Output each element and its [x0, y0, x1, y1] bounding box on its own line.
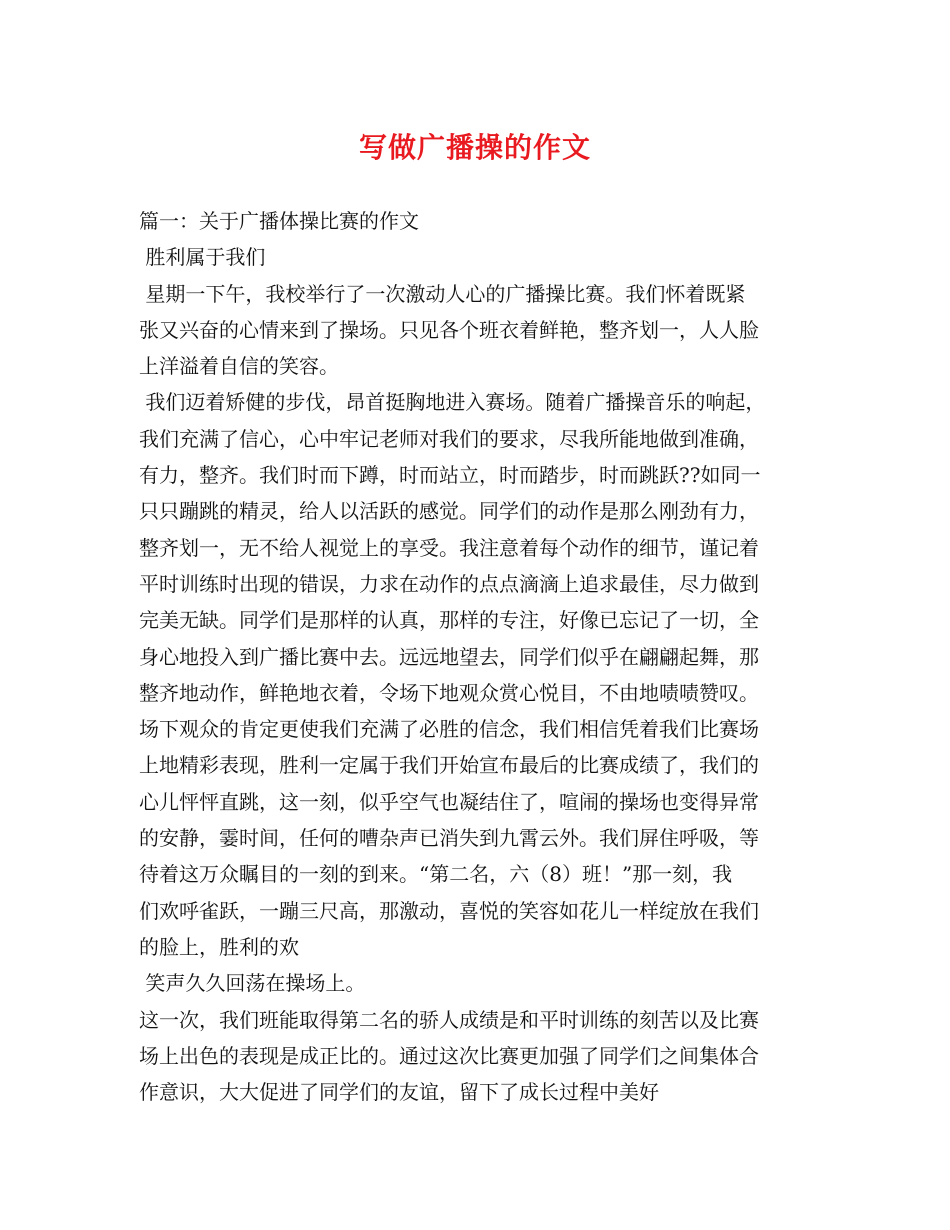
text-line: 完美无缺。同学们是那样的认真，那样的专注，好像已忘记了一切，全: [139, 608, 759, 633]
text-line: 我们迈着矫健的步伐，昂首挺胸地进入赛场。随着广播操音乐的响起，: [139, 390, 766, 415]
text-line: 笑声久久回荡在操场上。: [139, 971, 366, 996]
text-line: 场下观众的肯定更使我们充满了必胜的信念，我们相信凭着我们比赛场: [139, 717, 759, 742]
text-line: 张又兴奋的心情来到了操场。只见各个班衣着鲜艳，整齐划一，人人脸: [139, 317, 759, 342]
document-body: [139, 203, 829, 1110]
text-line: 平时训练时出现的错误，力求在动作的点点滴滴上追求最佳，尽力做到: [139, 571, 759, 596]
text-line: 的脸上，胜利的欢: [139, 934, 299, 959]
text-line: 作意识，大大促进了同学们的友谊，留下了成长过程中美好: [139, 1080, 659, 1105]
text-line: 上地精彩表现，胜利一定属于我们开始宣布最后的比赛成绩了，我们的: [139, 753, 759, 778]
text-line: 待着这万众瞩目的一刻的到来。“第二名，六（8）班！”那一刻，我: [139, 862, 733, 887]
text-line: 这一次，我们班能取得第二名的骄人成绩是和平时训练的刻苦以及比赛: [139, 1007, 759, 1032]
text-line: 篇一：关于广播体操比赛的作文: [139, 209, 419, 233]
text-line: 只只蹦跳的精灵，给人以活跃的感觉。同学们的动作是那么刚劲有力，: [139, 499, 759, 524]
text-line: 心儿怦怦直跳，这一刻，似乎空气也凝结住了，喧闹的操场也变得异常: [139, 789, 759, 814]
text-line: 整齐划一，无不给人视觉上的享受。我注意着每个动作的细节，谨记着: [139, 535, 759, 560]
text-line: 整齐地动作，鲜艳地衣着，令场下地观众赏心悦目，不由地啧啧赞叹。: [139, 680, 759, 705]
text-line: 我们充满了信心，心中牢记老师对我们的要求，尽我所能地做到准确，: [139, 426, 759, 451]
text-line: 场上出色的表现是成正比的。通过这次比赛更加强了同学们之间集体合: [139, 1043, 759, 1068]
text-line: 的安静，霎时间，任何的嘈杂声已消失到九霄云外。我们屏住呼吸，等: [139, 826, 759, 851]
text-line: 星期一下午，我校举行了一次激动人心的广播操比赛。我们怀着既紧: [139, 281, 746, 306]
text-line: 胜利属于我们: [139, 245, 266, 270]
text-line: 上洋溢着自信的笑容。: [139, 354, 339, 379]
text-line: 们欢呼雀跃，一蹦三尺高，那激动，喜悦的笑容如花儿一样绽放在我们: [139, 898, 759, 923]
text-line: 有力，整齐。我们时而下蹲，时而站立，时而踏步，时而跳跃??如同一: [139, 463, 761, 488]
document-title: 写做广播操的作文: [358, 131, 591, 164]
text-line: 身心地投入到广播比赛中去。远远地望去，同学们似乎在翩翩起舞，那: [139, 644, 759, 669]
